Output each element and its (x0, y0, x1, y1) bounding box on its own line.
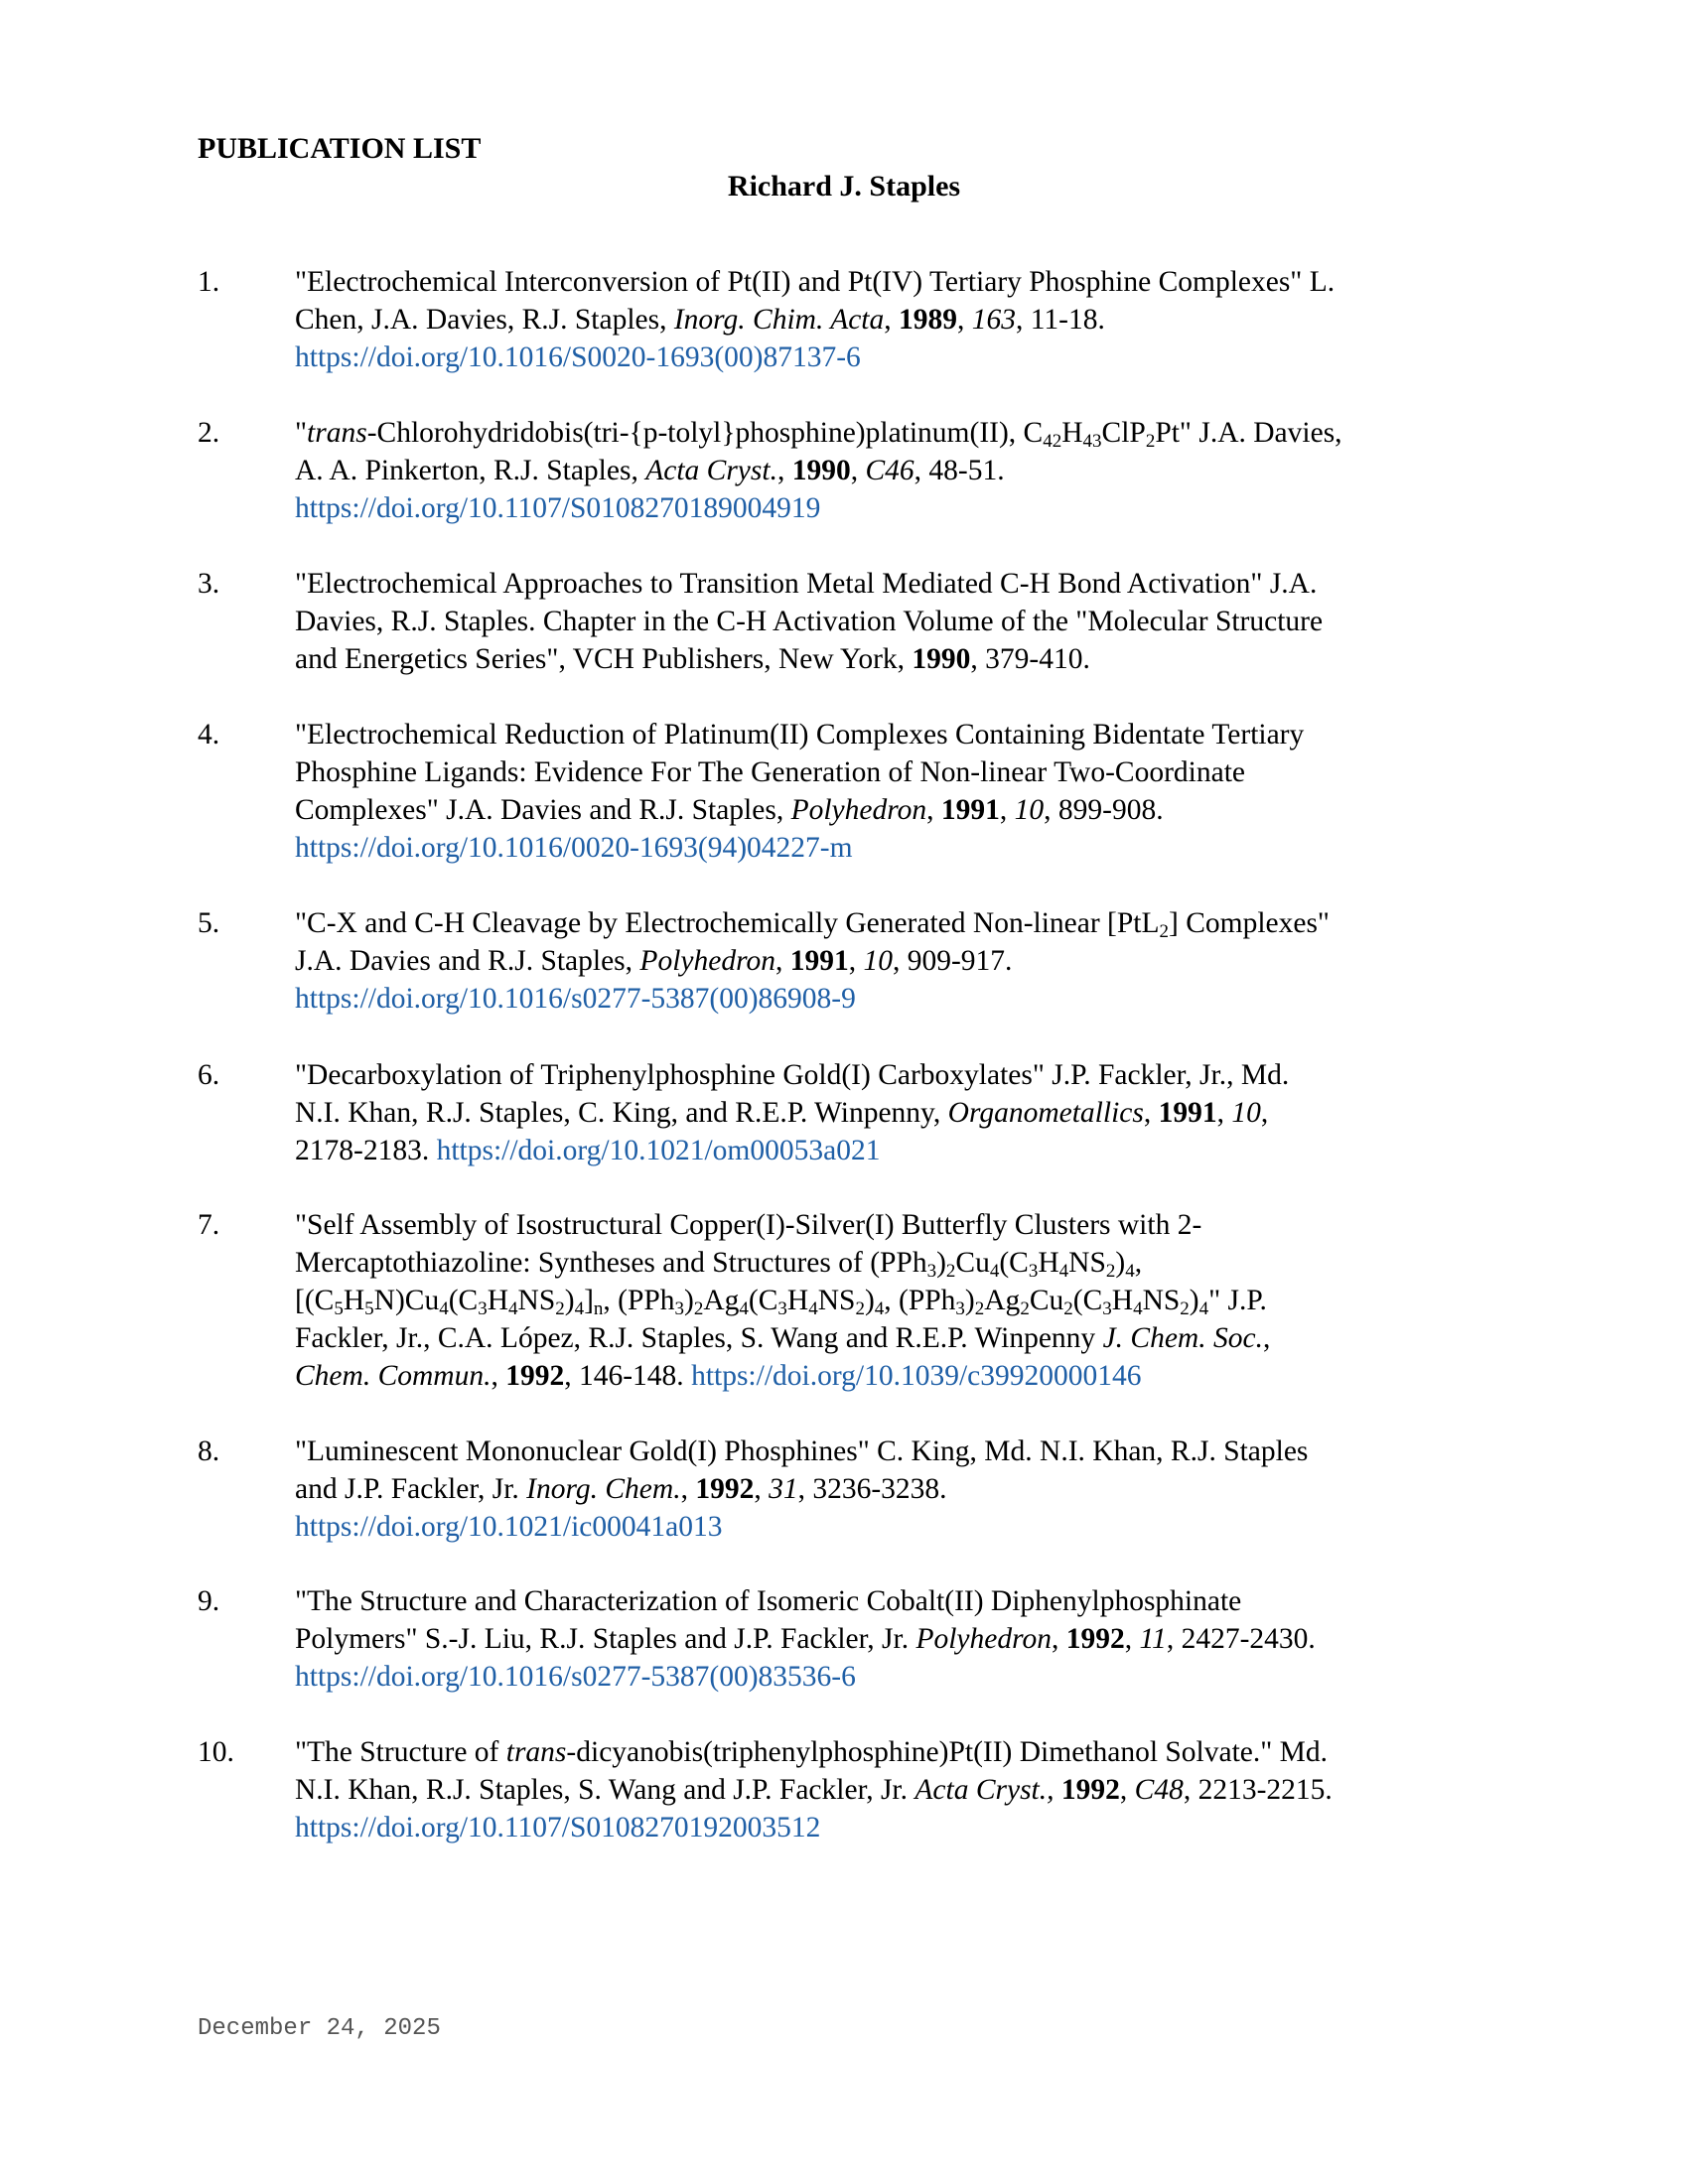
text: "Electrochemical Interconversion of Pt(II) and Pt(IV) Tertiary Phosphine Complexes" L. (295, 266, 1336, 298)
italic-text: Polyhedron (790, 794, 927, 826)
italic-text: Polyhedron (639, 945, 775, 977)
text: H (1038, 1247, 1059, 1279)
citation-text (295, 716, 1304, 867)
citation-line (295, 640, 1323, 678)
text: , (926, 794, 941, 826)
subscript: 43 (1082, 431, 1102, 452)
italic-text: 10 (1231, 1097, 1261, 1129)
text: , (850, 455, 866, 486)
bold-text: 1991 (1158, 1097, 1217, 1129)
citation-text (295, 263, 1335, 376)
citation-line (295, 1206, 1270, 1244)
citation-line (295, 565, 1323, 603)
text: H (786, 1285, 809, 1316)
item-number: 1. (198, 266, 220, 298)
text: NS (1068, 1247, 1106, 1279)
italic-text: Acta Cryst., (914, 1774, 1055, 1806)
text: "The Structure of (295, 1736, 506, 1768)
subscript: 4 (1198, 1298, 1209, 1319)
citation-line (295, 1733, 1333, 1771)
author-name: Richard J. Staples (727, 170, 961, 203)
doi-link[interactable]: https://doi.org/10.1021/om00053a021 (436, 1135, 881, 1166)
citation-line (295, 1771, 1333, 1809)
text: Fackler, Jr., C.A. López, R.J. Staples, S. Wang and R.E.P. Winpenny (295, 1322, 1103, 1354)
text: Pt" J.A. Davies, (1155, 417, 1342, 449)
text: ClP (1101, 417, 1146, 449)
subscript: 3 (926, 1261, 937, 1282)
text (1055, 1774, 1061, 1806)
italic-text: 163 (971, 304, 1017, 336)
text: N)Cu (373, 1285, 440, 1316)
text: Cu (955, 1247, 990, 1279)
citation-text (295, 1206, 1270, 1395)
citation-line (295, 1658, 1316, 1696)
subscript: 3 (674, 1298, 685, 1319)
text: , (957, 304, 972, 336)
bold-text: 1992 (1065, 1623, 1125, 1655)
text: Chen, J.A. Davies, R.J. Staples, (295, 304, 674, 336)
italic-text: trans (505, 1736, 567, 1768)
text: ) (684, 1285, 694, 1316)
text: Cu (1029, 1285, 1064, 1316)
citation-line (295, 1282, 1270, 1319)
subscript: 4 (808, 1298, 818, 1319)
italic-text: Chem. Commun. (295, 1360, 492, 1392)
text: N.I. Khan, R.J. Staples, C. King, and R.E.P. Winpenny, (295, 1097, 948, 1129)
subscript: 5 (364, 1298, 374, 1319)
subscript: 4 (1058, 1261, 1069, 1282)
item-number: 5. (198, 907, 220, 939)
italic-text: Acta Cryst. (645, 455, 777, 486)
text: "Self Assembly of Isostructural Copper(I)-Silver(I) Butterfly Clusters with 2- (295, 1209, 1202, 1241)
citation-line (295, 301, 1335, 339)
italic-text: trans (307, 417, 367, 449)
text: "Electrochemical Approaches to Transition Metal Mediated C-H Bond Activation" J.A. (295, 568, 1318, 600)
text: , (1052, 1623, 1066, 1655)
text: , (848, 945, 864, 977)
text: , (PPh (884, 1285, 956, 1316)
text: J.A. Davies and R.J. Staples, (295, 945, 640, 977)
doi-link[interactable]: https://doi.org/10.1016/s0277-5387(00)86908-9 (295, 983, 856, 1015)
text: Ag (703, 1285, 740, 1316)
subscript: 4 (508, 1298, 518, 1319)
text: ) (864, 1285, 875, 1316)
text: Phosphine Ligands: Evidence For The Generation of Non-linear Two-Coordinate (295, 756, 1246, 788)
subscript: 42 (1043, 431, 1062, 452)
bold-text: 1991 (940, 794, 1000, 826)
text: , (754, 1473, 770, 1505)
text: "The Structure and Characterization of Isomeric Cobalt(II) Diphenylphosphinate (295, 1585, 1242, 1617)
text: H (1111, 1285, 1134, 1316)
subscript: 4 (739, 1298, 749, 1319)
citation-line (295, 1433, 1308, 1470)
item-number: 7. (198, 1209, 220, 1241)
citation-text (295, 1733, 1333, 1846)
citation-line (295, 1132, 1289, 1169)
text: H (1061, 417, 1083, 449)
citation-line (295, 1056, 1289, 1094)
text: "Electrochemical Reduction of Platinum(II) Complexes Containing Bidentate Tertiary (295, 719, 1305, 751)
citation-line (295, 753, 1304, 791)
subscript: 2 (1145, 431, 1156, 452)
text: , (1216, 1097, 1232, 1129)
text: "Luminescent Mononuclear Gold(I) Phosphines" C. King, Md. N.I. Khan, R.J. Staples (295, 1435, 1309, 1467)
subscript: 2 (555, 1298, 565, 1319)
footer-date: December 24, 2025 (198, 2015, 441, 2042)
text: , (884, 304, 900, 336)
italic-text: J. Chem. Soc. (1102, 1322, 1263, 1354)
text: (C (448, 1285, 479, 1316)
doi-link[interactable]: https://doi.org/10.1016/S0020-1693(00)87137-6 (295, 341, 861, 373)
citation-text (295, 414, 1342, 527)
text: Complexes" J.A. Davies and R.J. Staples, (295, 794, 791, 826)
italic-text: C46 (865, 455, 914, 486)
text: NS (517, 1285, 556, 1316)
citation-text (295, 1582, 1316, 1696)
citation-text (295, 565, 1323, 678)
text: (C (1072, 1285, 1103, 1316)
text: and J.P. Fackler, Jr. (295, 1473, 527, 1505)
subscript: 2 (1180, 1298, 1190, 1319)
subscript: 4 (1133, 1298, 1143, 1319)
text: 2178-2183. (295, 1135, 437, 1166)
subscript: 2 (1063, 1298, 1073, 1319)
citation-text (295, 1433, 1308, 1546)
text: , (1124, 1623, 1140, 1655)
text: ] (584, 1285, 594, 1316)
bold-text: 1992 (1060, 1774, 1120, 1806)
text: ) (1189, 1285, 1199, 1316)
item-number: 8. (198, 1435, 220, 1467)
citation-line (295, 339, 1335, 376)
citation-line (295, 980, 1330, 1018)
subscript: 3 (777, 1298, 787, 1319)
text: Davies, R.J. Staples. Chapter in the C-H Activation Volume of the "Molecular Structure (295, 606, 1324, 637)
citation-line (295, 263, 1335, 301)
text: H (343, 1285, 365, 1316)
text: , (1119, 1774, 1135, 1806)
text: " J.P. (1208, 1285, 1267, 1316)
text: , (776, 455, 792, 486)
citation-line (295, 1582, 1316, 1620)
doi-link[interactable]: https://doi.org/10.1016/0020-1693(94)04227-m (295, 832, 853, 864)
item-number: 2. (198, 417, 220, 449)
italic-text: Organometallics (947, 1097, 1144, 1129)
subscript: 3 (1102, 1298, 1112, 1319)
text: NS (817, 1285, 856, 1316)
subscript: 3 (478, 1298, 488, 1319)
citation-line (295, 1620, 1316, 1658)
text: , 379-410. (970, 643, 1090, 675)
text: , (491, 1360, 506, 1392)
doi-link[interactable]: https://doi.org/10.1016/s0277-5387(00)83536-6 (295, 1661, 856, 1693)
subscript: 2 (945, 1261, 956, 1282)
text: (C (748, 1285, 778, 1316)
citation-line (295, 942, 1330, 980)
item-number: 4. (198, 719, 220, 751)
item-number: 9. (198, 1585, 220, 1617)
italic-text: 10 (1014, 794, 1045, 826)
italic-text: 31 (769, 1473, 798, 1505)
italic-text: 10 (863, 945, 893, 977)
subscript: 4 (574, 1298, 585, 1319)
text: NS (1142, 1285, 1181, 1316)
text: , (1143, 1097, 1159, 1129)
text: ] Complexes" (1169, 907, 1330, 939)
text: , (680, 1473, 696, 1505)
item-number: 6. (198, 1059, 220, 1091)
text: , 11-18. (1016, 304, 1105, 336)
citation-line (295, 1244, 1270, 1282)
text: Polymers" S.-J. Liu, R.J. Staples and J.P. Fackler, Jr. (295, 1623, 916, 1655)
doi-link[interactable]: https://doi.org/10.1039/c39920000146 (691, 1360, 1142, 1392)
citation-line (295, 1357, 1270, 1395)
citation-line (295, 452, 1342, 489)
text: (C (999, 1247, 1029, 1279)
citation-line (295, 1094, 1289, 1132)
text: A. A. Pinkerton, R.J. Staples, (295, 455, 646, 486)
page-heading: PUBLICATION LIST (198, 132, 482, 165)
item-number: 10. (198, 1736, 234, 1768)
citation-line (295, 1470, 1308, 1508)
doi-link[interactable]: https://doi.org/10.1107/S0108270192003512 (295, 1812, 821, 1843)
text: Mercaptothiazoline: Syntheses and Structures of (PPh (295, 1247, 927, 1279)
citation-line (295, 603, 1323, 640)
subscript: 2 (974, 1298, 985, 1319)
italic-text: Polyhedron (915, 1623, 1052, 1655)
text: ) (936, 1247, 946, 1279)
text: ) (964, 1285, 975, 1316)
text: , (774, 945, 790, 977)
subscript: 3 (955, 1298, 965, 1319)
citation-line (295, 1809, 1333, 1846)
item-number: 3. (198, 568, 220, 600)
bold-text: 1992 (505, 1360, 565, 1392)
text: H (487, 1285, 509, 1316)
text: , 2213-2215. (1183, 1774, 1333, 1806)
doi-link[interactable]: https://doi.org/10.1107/S0108270189004919 (295, 492, 821, 524)
text: , (PPh (603, 1285, 675, 1316)
subscript: 2 (1105, 1261, 1116, 1282)
citation-line (295, 716, 1304, 753)
italic-text: Inorg. Chem. (526, 1473, 681, 1505)
citation-line (295, 1319, 1270, 1357)
citation-text (295, 904, 1330, 1018)
subscript: 5 (334, 1298, 344, 1319)
text: , 899-908. (1044, 794, 1164, 826)
text: and Energetics Series", VCH Publishers, New York, (295, 643, 913, 675)
bold-text: 1989 (899, 304, 958, 336)
text: ) (1115, 1247, 1126, 1279)
doi-link[interactable]: https://doi.org/10.1021/ic00041a013 (295, 1511, 723, 1543)
citation-line (295, 904, 1330, 942)
subscript: 4 (874, 1298, 885, 1319)
subscript: 2 (855, 1298, 865, 1319)
text: " (295, 417, 308, 449)
text: -Chlorohydridobis(tri-{p-tolyl}phosphine)platinum(II), C (366, 417, 1044, 449)
italic-text: 11 (1139, 1623, 1167, 1655)
text: "C-X and C-H Cleavage by Electrochemically Generated Non-linear [PtL (295, 907, 1160, 939)
subscript: 2 (693, 1298, 704, 1319)
text: , 146-148. (564, 1360, 692, 1392)
italic-text: Inorg. Chim. Acta (673, 304, 885, 336)
text: , (999, 794, 1015, 826)
text: ) (564, 1285, 575, 1316)
subscript: n (593, 1298, 604, 1319)
text: Ag (984, 1285, 1021, 1316)
bold-text: 1990 (791, 455, 851, 486)
bold-text: 1991 (789, 945, 849, 977)
citation-line (295, 489, 1342, 527)
subscript: 2 (1159, 921, 1169, 942)
bold-text: 1992 (695, 1473, 755, 1505)
text: , 3236-3238. (797, 1473, 947, 1505)
citation-line (295, 791, 1304, 829)
subscript: 4 (1125, 1261, 1135, 1282)
citation-line (295, 1508, 1308, 1546)
citation-line (295, 414, 1342, 452)
text: , 2427-2430. (1166, 1623, 1316, 1655)
text: "Decarboxylation of Triphenylphosphine Gold(I) Carboxylates" J.P. Fackler, Jr., Md. (295, 1059, 1290, 1091)
subscript: 4 (989, 1261, 1000, 1282)
text: , (1260, 1097, 1269, 1129)
subscript: 4 (439, 1298, 449, 1319)
text: -dicyanobis(triphenylphosphine)Pt(II) Dimethanol Solvate." Md. (566, 1736, 1329, 1768)
italic-text: C48 (1134, 1774, 1184, 1806)
subscript: 2 (1020, 1298, 1030, 1319)
bold-text: 1990 (912, 643, 971, 675)
text: , 48-51. (914, 455, 1005, 486)
subscript: 3 (1028, 1261, 1039, 1282)
text: , (1262, 1322, 1271, 1354)
text: , 909-917. (892, 945, 1013, 977)
text: [(C (295, 1285, 335, 1316)
text: , (1134, 1247, 1143, 1279)
text: N.I. Khan, R.J. Staples, S. Wang and J.P. Fackler, Jr. (295, 1774, 915, 1806)
citation-line (295, 829, 1304, 867)
citation-text (295, 1056, 1289, 1169)
